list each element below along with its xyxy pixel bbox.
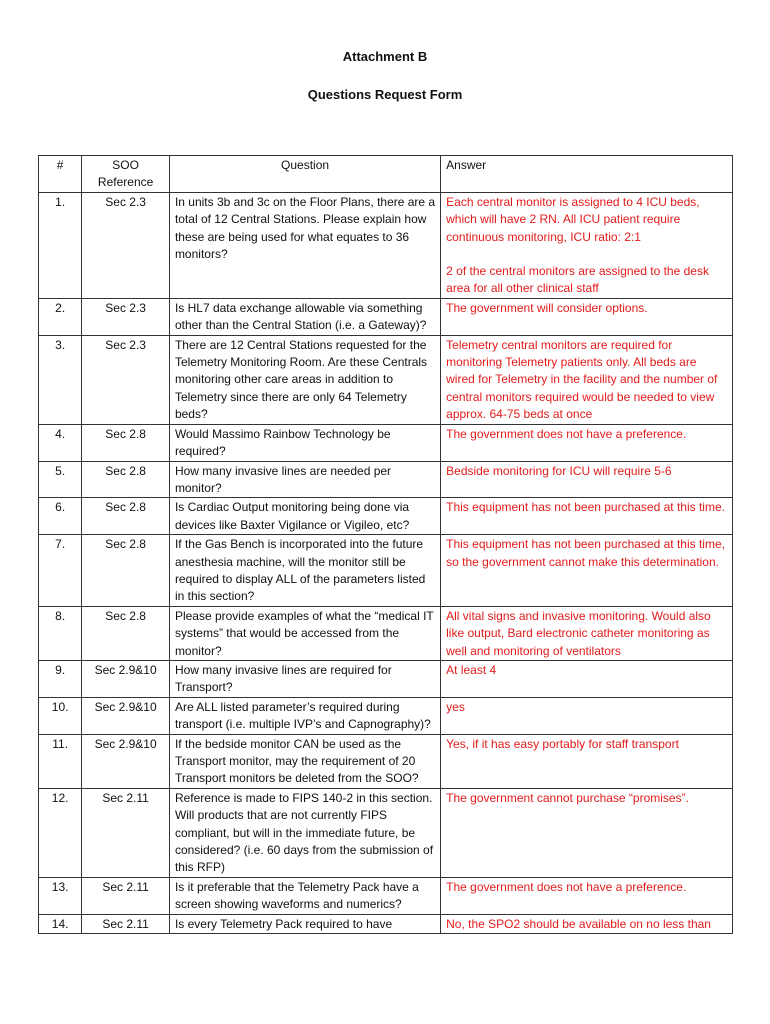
form-title: Questions Request Form xyxy=(307,87,463,102)
row-question: There are 12 Central Stations requested for the Telemetry Monitoring Room. Are these Centrals monitoring other care areas in addition to Telemetry since there are only 64 Telemetry beds? xyxy=(169,335,440,424)
header-number: # xyxy=(39,156,82,193)
questions-table xyxy=(38,155,733,934)
answer-paragraph: The government cannot purchase “promises”. xyxy=(446,790,689,805)
answer-paragraph: Telemetry central monitors are required for monitoring Telemetry patients only. All beds are wired for Telemetry in the facility and the number of central monitors required would be needed to view approx. 64-75 beds at once xyxy=(446,337,718,422)
row-question: Are ALL listed parameter’s required during transport (i.e. multiple IVP’s and Capnography)? xyxy=(169,697,440,734)
row-number: 14. xyxy=(39,914,82,933)
row-soo-reference: Sec 2.9&10 xyxy=(82,660,170,697)
answer-paragraph: The government will consider options. xyxy=(446,300,648,315)
row-soo-reference: Sec 2.11 xyxy=(82,877,170,914)
row-question: Is Cardiac Output monitoring being done via devices like Baxter Vigilance or Vigileo, etc? xyxy=(169,498,440,535)
table-row xyxy=(39,192,733,298)
row-number: 13. xyxy=(39,877,82,914)
table-row xyxy=(39,298,733,335)
answer-paragraph: No, the SPO2 should be available on no less than xyxy=(446,916,711,931)
row-soo-reference: Sec 2.3 xyxy=(82,192,170,298)
table-row xyxy=(39,788,733,877)
table-row xyxy=(39,660,733,697)
answer-paragraph: The government does not have a preference. xyxy=(446,426,687,441)
row-number: 10. xyxy=(39,697,82,734)
row-question: How many invasive lines are required for Transport? xyxy=(169,660,440,697)
row-question: Is every Telemetry Pack required to have xyxy=(169,914,440,933)
answer-paragraph: All vital signs and invasive monitoring. Would also like output, Bard electronic catheter monitoring as well and monitoring of ventilators xyxy=(446,608,711,658)
table-row xyxy=(39,498,733,535)
row-soo-reference: Sec 2.9&10 xyxy=(82,697,170,734)
answer-paragraph: The government does not have a preference. xyxy=(446,879,687,894)
row-answer xyxy=(441,606,733,660)
row-number: 4. xyxy=(39,424,82,461)
row-soo-reference: Sec 2.3 xyxy=(82,335,170,424)
row-soo-reference: Sec 2.8 xyxy=(82,535,170,607)
row-soo-reference: Sec 2.3 xyxy=(82,298,170,335)
row-answer xyxy=(441,192,733,298)
row-number: 6. xyxy=(39,498,82,535)
row-soo-reference: Sec 2.8 xyxy=(82,461,170,498)
table-row xyxy=(39,424,733,461)
row-answer xyxy=(441,498,733,535)
row-number: 11. xyxy=(39,734,82,788)
answer-paragraph: This equipment has not been purchased at this time, so the government cannot make this determination. xyxy=(446,537,725,569)
row-number: 12. xyxy=(39,788,82,877)
row-question: How many invasive lines are needed per monitor? xyxy=(169,461,440,498)
row-answer xyxy=(441,914,733,933)
row-answer xyxy=(441,877,733,914)
table-row xyxy=(39,697,733,734)
answer-paragraph: 2 of the central monitors are assigned to the desk area for all other clinical staff xyxy=(446,264,709,296)
table-row xyxy=(39,535,733,607)
header-question: Question xyxy=(169,156,440,193)
table-row xyxy=(39,606,733,660)
row-answer xyxy=(441,697,733,734)
row-answer xyxy=(441,298,733,335)
row-question: Is HL7 data exchange allowable via something other than the Central Station (i.e. a Gateway)? xyxy=(169,298,440,335)
answer-paragraph: Each central monitor is assigned to 4 ICU beds, which will have 2 RN. All ICU patient require continuous monitoring, ICU ratio: 2:1 xyxy=(446,194,700,244)
row-question: Is it preferable that the Telemetry Pack have a screen showing waveforms and numerics? xyxy=(169,877,440,914)
row-number: 7. xyxy=(39,535,82,607)
row-number: 8. xyxy=(39,606,82,660)
row-soo-reference: Sec 2.11 xyxy=(82,914,170,933)
row-number: 5. xyxy=(39,461,82,498)
row-answer xyxy=(441,461,733,498)
row-soo-reference: Sec 2.9&10 xyxy=(82,734,170,788)
row-number: 1. xyxy=(39,192,82,298)
row-soo-reference: Sec 2.8 xyxy=(82,498,170,535)
attachment-label: Attachment B xyxy=(342,49,428,64)
row-answer xyxy=(441,424,733,461)
answer-paragraph: At least 4 xyxy=(446,662,497,677)
row-soo-reference: Sec 2.11 xyxy=(82,788,170,877)
table-row xyxy=(39,877,733,914)
answer-paragraph: yes xyxy=(446,699,465,714)
table-row xyxy=(39,734,733,788)
table-row xyxy=(39,914,733,933)
row-number: 3. xyxy=(39,335,82,424)
row-answer xyxy=(441,734,733,788)
row-answer xyxy=(441,788,733,877)
answer-paragraph: Bedside monitoring for ICU will require 5-6 xyxy=(446,463,672,478)
row-question: Please provide examples of what the “medical IT systems” that would be accessed from the monitor? xyxy=(169,606,440,660)
row-question: If the Gas Bench is incorporated into the future anesthesia machine, will the monitor still be required to display ALL of the parameters listed in this section? xyxy=(169,535,440,607)
row-answer xyxy=(441,660,733,697)
row-question: If the bedside monitor CAN be used as the Transport monitor, may the requirement of 20 Transport monitors be deleted from the SOO? xyxy=(169,734,440,788)
header-soo-reference: SOO Reference xyxy=(82,156,170,193)
header-answer: Answer xyxy=(441,156,733,193)
answer-paragraph: This equipment has not been purchased at this time. xyxy=(446,500,725,515)
row-soo-reference: Sec 2.8 xyxy=(82,606,170,660)
row-question: Would Massimo Rainbow Technology be required? xyxy=(169,424,440,461)
table-header-row xyxy=(39,156,733,193)
row-answer xyxy=(441,335,733,424)
row-soo-reference: Sec 2.8 xyxy=(82,424,170,461)
table-row xyxy=(39,335,733,424)
row-answer xyxy=(441,535,733,607)
row-question: In units 3b and 3c on the Floor Plans, there are a total of 12 Central Stations. Please explain how these are being used for what equates to 36 monitors? xyxy=(169,192,440,298)
table-row xyxy=(39,461,733,498)
answer-paragraph: Yes, if it has easy portably for staff transport xyxy=(446,736,679,751)
row-number: 9. xyxy=(39,660,82,697)
row-question: Reference is made to FIPS 140-2 in this section. Will products that are not currently FIPS compliant, but will in the immediate future, be considered? (i.e. 60 days from the submission of this RFP) xyxy=(169,788,440,877)
row-number: 2. xyxy=(39,298,82,335)
